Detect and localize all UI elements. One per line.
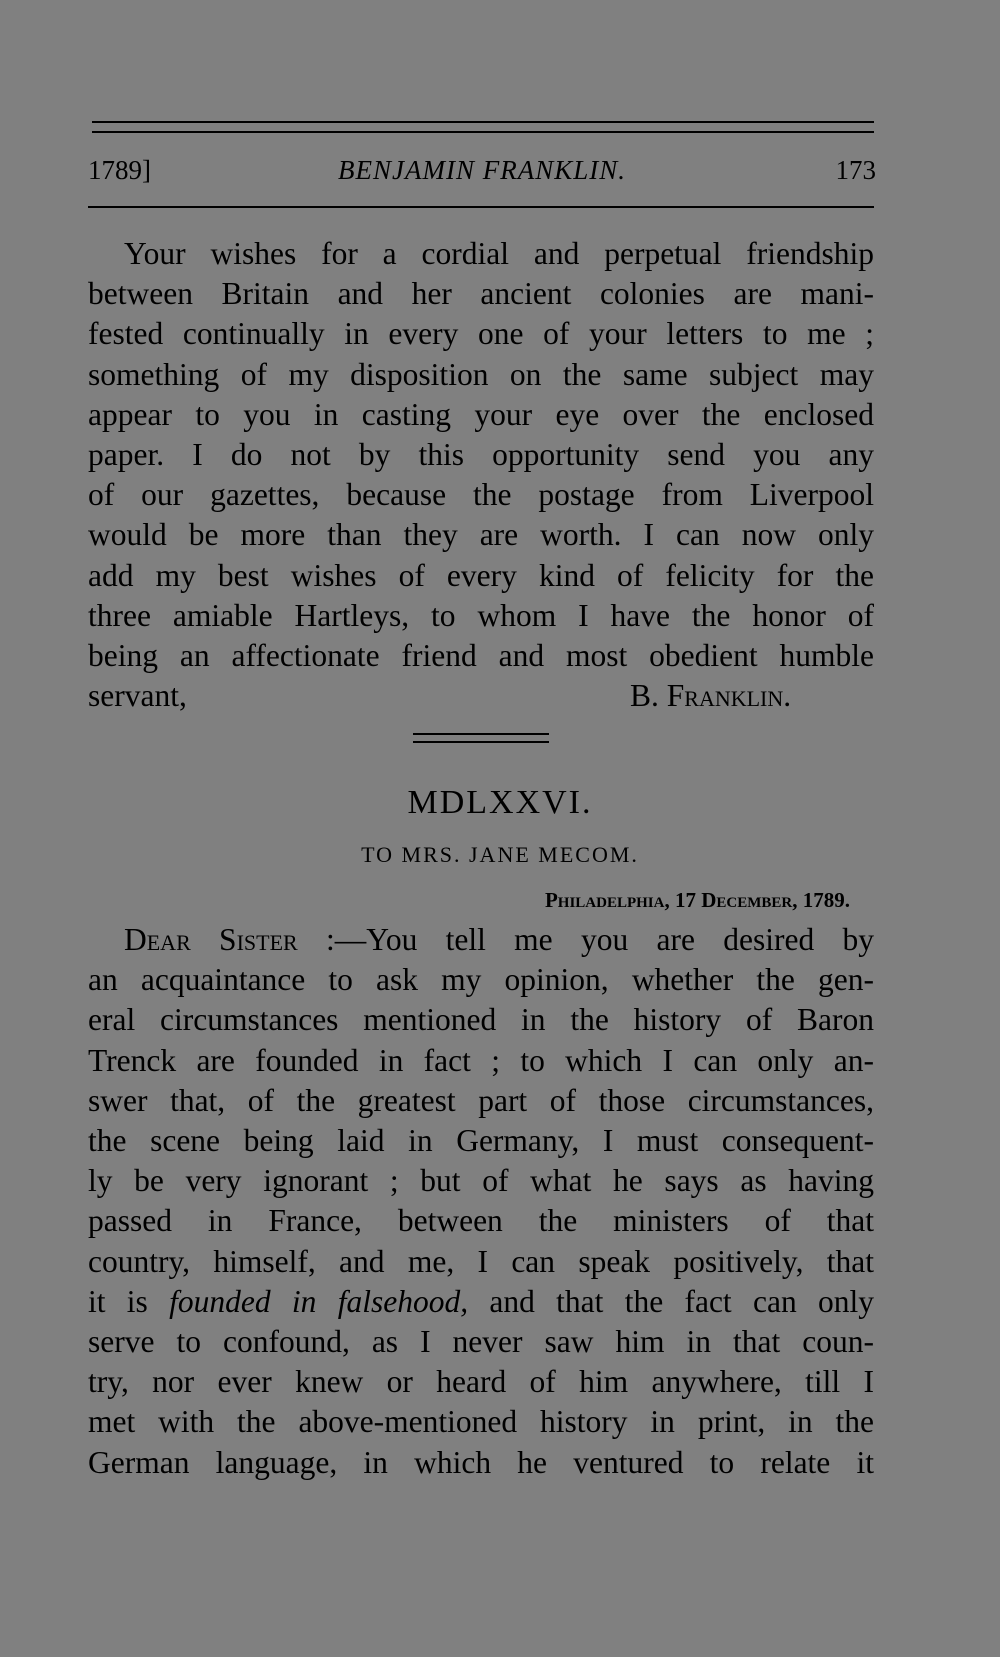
text-line <box>88 1282 874 1322</box>
text-line: between Britain and her ancient colonies are mani- <box>88 276 874 312</box>
text-line: paper. I do not by this opportunity send you any <box>88 437 874 473</box>
text-line: try, nor ever knew or heard of him anywhere, till I <box>88 1364 874 1400</box>
text-line: serve to confound, as I never saw him in that coun- <box>88 1324 874 1360</box>
closing-line <box>88 676 874 716</box>
text-line: the scene being laid in Germany, I must consequent- <box>88 1123 874 1159</box>
text-line: an acquaintance to ask my opinion, whether the gen- <box>88 962 874 998</box>
closing-word: servant, <box>88 678 187 714</box>
text-line: eral circumstances mentioned in the history of Baron <box>88 1002 874 1038</box>
salutation: Dear Sister <box>124 922 298 957</box>
text-line: appear to you in casting your eye over the enclosed <box>88 396 874 432</box>
running-head <box>88 155 876 191</box>
text-line: German language, in which he ventured to relate it <box>88 1444 874 1480</box>
text-line: swer that, of the greatest part of those circumstances, <box>88 1082 874 1118</box>
italic-line-after: and that the fact can only <box>468 1283 874 1319</box>
text-line <box>88 920 874 960</box>
letter-number: MDLXXVI. <box>407 784 593 821</box>
text-line: three amiable Hartleys, to whom I have the honor of <box>88 597 874 633</box>
text-line: something of my disposition on the same subject may <box>88 356 874 392</box>
top-rule-inner <box>92 131 874 133</box>
top-rule-outer <box>92 121 874 123</box>
letter-body-continued <box>88 234 874 716</box>
text-line: add my best wishes of every kind of felicity for the <box>88 557 874 593</box>
signature: B. Franklin. <box>630 678 792 714</box>
letter-body <box>88 920 874 1483</box>
text-line: Your wishes for a cordial and perpetual friendship <box>124 236 874 271</box>
text-line: met with the above-mentioned history in print, in the <box>88 1404 874 1440</box>
text-line: being an affectionate friend and most obedient humble <box>88 638 874 674</box>
header-rule <box>88 206 874 208</box>
italic-phrase: founded in falsehood, <box>169 1283 469 1319</box>
section-divider-bottom <box>413 741 549 743</box>
section-divider-top <box>413 733 549 735</box>
text-line: country, himself, and me, I can speak positively, that <box>88 1243 874 1279</box>
addressee: TO MRS. JANE MECOM. <box>361 842 639 867</box>
italic-line-before: it is <box>88 1283 170 1319</box>
running-head-year: 1789] <box>88 155 151 185</box>
text-line: of our gazettes, because the postage from Liverpool <box>88 477 874 513</box>
text-line: fested continually in every one of your letters to me ; <box>88 316 874 352</box>
text-line: Trenck are founded in fact ; to which I can only an- <box>88 1042 874 1078</box>
page-number: 173 <box>835 155 876 185</box>
text-line: passed in France, between the ministers of that <box>88 1203 874 1239</box>
text-line: would be more than they are worth. I can now only <box>88 517 874 553</box>
salutation-rest: :—You tell me you are desired by <box>297 922 874 957</box>
text-line: ly be very ignorant ; but of what he says as having <box>88 1163 874 1199</box>
dateline: Philadelphia, 17 December, 1789. <box>544 888 850 912</box>
running-head-title: BENJAMIN FRANKLIN. <box>338 155 626 185</box>
